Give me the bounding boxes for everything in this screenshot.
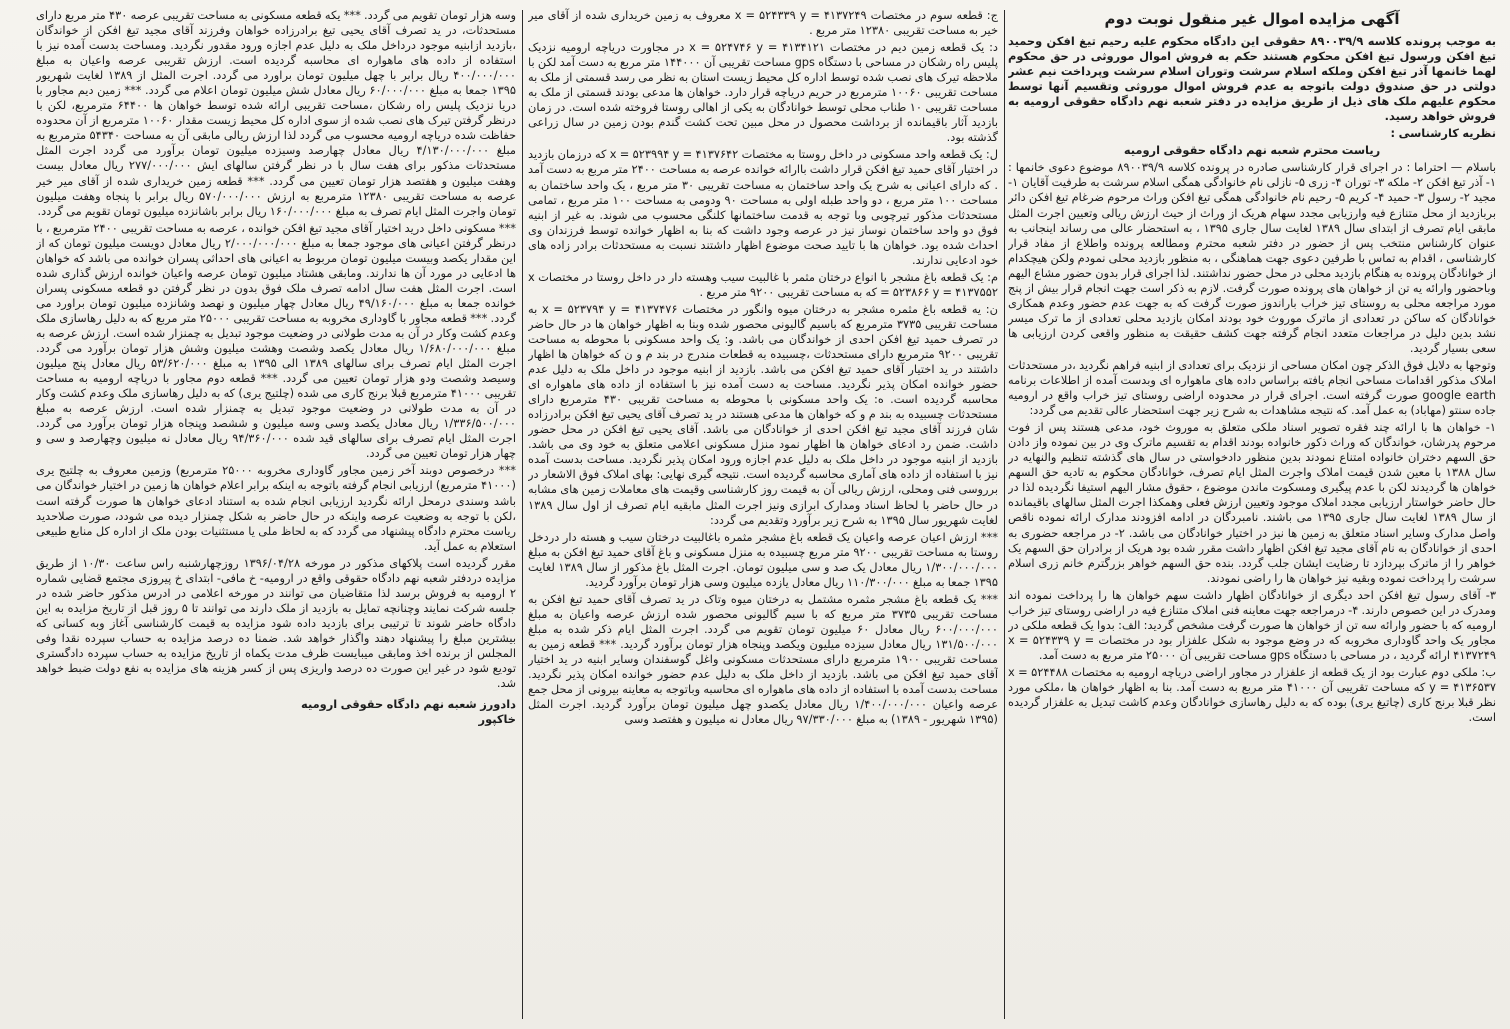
paragraph: ب: ملکی دوم عبارت بود از یک قطعه از علفزار در مجاور اراضی دریاچه ارومیه به مختصات x = ۵۲۴۴۸۸ y = ۴۱۳۶۵۳۷ که مساحت تقریبی آن ۴۱۰۰۰ متر مربع به دست آمد. بنا به اظهار خواهان ها ،ملکی مورد نظر قبلا برنج کاری (چاتیغ یری) بوده که به دلیل رهاسازی خوانادگان وعدم کاشت تبدیل به علفزار گردیده است.: [1008, 664, 1496, 725]
paragraph: د: یک قطعه زمین دیم در مختصات x = ۵۲۴۷۴۶ y = ۴۱۳۴۱۲۱ در مجاورت دریاچه ارومیه نزدیک پلیس راه رشکان در مساحی با دستگاه gps مساحت تقریبی آن ۱۴۴۰۰۰ متر مربع به دست آمد لکن با ملاحظه تیرک های نصب شده توسط اداره کل محیط زیست استان به نظر می رسد قسمتی از ملک به مساحت تقریبی ۱۰۰۶۰ مترمربع در حریم دریاچه قرار دارد. خواهان ها مدعی بودند قسمتی از ملک به مساحت تقریبی ۱۰ طناب محلی توسط خوانادگان به یکی از اهالی روستا فروخته شده است. در زمان بازدید آثار باقیمانده از برداشت محصول در محل مبین تحت کشت گندم بودن زمین در سال زراعی گذشته بود.: [528, 40, 998, 145]
paragraph: م: یک قطعه باغ مشجر با انواع درختان مثمر با غالبیت سیب وهسته دار در داخل روستا در مختصات x = ۵۲۳۸۶۶ y = ۴۱۳۷۵۵۲ که به مساحت تقریبی ۹۲۰۰ متر مربع .: [528, 269, 998, 299]
notice-title: آگهی مزایده اموال غیر منقول نوبت دوم: [1104, 10, 1400, 28]
paragraph: ۱- خواهان ها با ارائه چند فقره تصویر اسناد ملکی متعلق به موروث خود، مدعی هستند پس از فوت مرحوم پدرشان، خواندگان که وراث ذکور خانواده بودند اقدام به تقسیم ماترک وی در بین نموده واز دادن حق السهم دختران خانواده امتناع نمودند بدین منظور دادخواستی در سال های گذشته تنظیم والنهایه در سال ۱۳۸۸ با معین شدن قیمت املاک واجرت المثل ایام تصرف، خوانادگان محکوم به تادیه حق السهم خواهان ها گردیدند لکن با عدم پیگیری ومسکوت ماندن موضوع ، حقوق مشار الیهم استیفا نگردیده لذا در حال حاضر خواستار ارزیابی مجدد املاک موجود وتعیین ارزش فعلی وهمکذا اجرت المثل سالهای باقیمانده از سال ۱۳۸۹ لغایت سال جاری ۱۳۹۵ می باشند. نامبردگان در ادامه افزودند مدارک ارائه نموده ناقص واصل مدارک وسایر اسناد متعلق به زمین ها نیز در اختیار خوانادگان می باشد. ۲- در مراجعه حضوری به احدی از خوانادگان به نام آقای مجید تیغ افکن اظهار داشت مقرر شده بود هریک از برادران حق السهم یک خواهر را از ماترک بپردازد تا رضایت ایشان جلب گردد. بنده حق السهم خواهر بزرگترم خانم زری اسلام سرشت را پرداخت نموده وبقیه نیز خواهان ها را راضی نمودند.: [1008, 420, 1496, 585]
paragraph: ن: یه قطعه باغ مثمره مشجر به درختان میوه وانگور در مختصات x = ۵۲۳۷۹۴ y = ۴۱۳۷۴۷۶ به مساحت تقریبی ۳۷۳۵ مترمربع که باسیم گالیونی محصور شده وبنا به اظهار خواهان ها در حال حاضر در تصرف حمید تیغ افکن احدی از خواندگان می باشد. و: یک واحد مسکونی با محوطه به مساحت تقریبی ۹۲۰۰ مترمربع دارای مستحدثات ،چسبیده به قطعات مندرج در بند م و ن که خواهان ها اظهار داشتند در ید اختیار آقای حمید تیغ افکن می باشد. بازدید از ابنیه موجود در داخل ملک به دلیل عدم حضور خوانده امکان پذیر نگردید. مساحت به دست آمده نیز با استفاده از داده های ماهواره ای محاسبه گردیده است. ه: یک واحد مسکونی با محوطه به مساحت تقریبی ۴۳۰ مترمربع دارای مستحدثات چسبیده به بند م و که خواهان ها مدعی هستند در ید تصرف آقای یحیی تیغ افکن برادرزاده شان فرزند آقای مجید تیغ افکن احدی از خوانادگان می باشد. آقای یحیی تیغ افکن در محل حضور داشت. ضمن رد ادعای خواهان ها اظهار نمود منزل مسکونی اعلامی متعلق به خود وی می باشد. بازدید از ابنیه موجود در داخل ملک به دلیل عدم اجازه ورود امکان پذیر نگردید. مساحت بدست آمده نیز با استفاده از داده های آماری محاسبه گردیده است. نتیجه گیری نهایی: بهای املاک فوق الاشعار در برروسی فنی ومحلی، ارزش ریالی آن به قیمت روز کارشناسی وقیمت های معاملات زمین های مشابه در حال حاضر با لحاظ اسناد ومدارک ابرازی ونیز اجرت المثل مابقیه ایام تصرف از اول سال ۱۳۸۹ لغایت شهریور سال ۱۳۹۵ به شرح زیر برآورد وتقدیم می گردد:: [528, 301, 998, 527]
notice-intro: به موجب پرونده کلاسه ۸۹۰۰۳۹/۹ حقوقی این دادگاه محکوم علیه رحیم تیغ افکن وحمید تیغ افکن ورسول تیغ افکن محکوم هستند حکم به فروش اموال موروثی در حق محکوم لهما خانمها آذر تیغ افکن وملکه اسلام سرشت وتوران اسلام سرشت وپرداخت نیم عشر دولتی در حق صندوق دولت باتوجه به عدم فروش اموال موروثی وتقسیم آنها توسط محکوم علیهم ملک های ذیل از طریق مزایده در دفتر شعبه نهم دادگاه حقوقی ارومیه به فروش خواهد رسید.: [1008, 34, 1496, 124]
paragraph: *** ارزش اعیان عرصه واعیان یک قطعه باغ مشجر مثمره باغالبیت درختان سیب و هسته دار دردخل روستا به مساحت تقریبی ۹۲۰۰ متر مربع چسبیده به منزل مسکونی و باغ آقای حمید تیغ افکن به مبلغ ۱/۳۰۰/۰۰۰/۰۰۰ ریال معادل یک صد و سی میلیون تومان. اجرت المثل باغ مذکور از سال ۱۳۸۹ لغایت ۱۳۹۵ جمعا به مبلغ ۱۱۰/۳۰۰/۰۰۰ ریال معادل یازده میلیون وسی هزار تومان برآورد گردید.: [528, 529, 998, 589]
signature-block: [36, 697, 516, 727]
paragraph: مقرر گردیده است پلاکهای مذکور در مورخه ۱۳۹۶/۰۴/۲۸ روزچهارشنبه راس ساعت ۱۰/۳۰ از طریق مزایده دردفتر شعبه نهم دادگاه حقوقی واقع در ارومیه- خ مافی- ابتدای خ پیروزی مجتمع قضایی شماره ۲ ارومیه به فروش برسد لذا متقاضیان می توانند در مورخه اعلامی در ادرس مذکور حاضر شده در جلسه شرکت نمایند وچنانچه تمایل به بازدید از ملک دارند می توانند تا ۵ روز قبل از تاریخ مزایده به این دادگاه حاضر شوند تا ترتیبی برای بازدید داده شود مزایده به قیمت کارشناسی آغاز وبه کسانی که بیشترین مبلغ را پیشنهاد دهند واگذار خواهد شد. ضمنا ده درصد مزایده به حساب سپرده نقدا وفی المجلس از برنده اخذ ومابقی میبایست ظرف مدت یکماه از تاریخ مزایده به حساب سپرده دادگستری تودیع شود در غیر این صورت ده درصد واریزی پس از کسر هزینه های مزایده به نفع دولت ضبط خواهد شد.: [36, 555, 516, 691]
column-divider: [1004, 10, 1005, 1019]
column-divider: [522, 10, 523, 1019]
paragraph: وسه هزار تومان تقویم می گردد. *** یکه قطعه مسکونی به مساحت تقریبی عرصه ۴۳۰ متر مربع دارای مستحدثات، در ید تصرف آقای یحیی تیغ برادرزاده خواهان وفرزند آقای مجید تیغ افکن از خواندگان ،بازدید ازابنیه موجود درداخل ملک به دلیل عدم اجازه ورود مقدور نگردید. ومساحت بدست آمده نیز با استفاده از داده های ماهواره ای محاسبه گردیده است. ارزش تقریبی عرصه واعیان به مبلغ ۴۰۰/۰۰۰/۰۰۰ ریال برابر با چهل میلیون تومان براورد می گردد. اجرت المثل از ۱۳۸۹ لغایت شهریور ۱۳۹۵ جمعا به مبلغ ۶۰/۰۰۰/۰۰۰ ریال معادل شش میلیون تومان اعلام می گردد. *** زمین دیم مجاور با دریا نزدیک پلیس راه رشکان ،مساحت تقریبی ارائه شده توسط خواهان ها ۶۴۴۰۰ مترمربع، لکن با درنظر گرفتن تیرک های نصب شده از سوی اداره کل محیط زیست مقدار ۱۰۰۶۰ مترمربع از آن محدوده حفاظت شده دریاچه ارومیه محسوب می گردد لذا ارزش ریالی مابقی آن به مساحت ۵۴۳۴۰ مترمربع به مبلغ ۴/۱۳۰/۰۰۰/۰۰۰ ریال معادل چهارصد وسیزده میلیون تومان برآورد می گردد اجرت المثل مستحدثات مذکور برای هفت سال با در نظر گرفتن سالهای ایش ۲۷۷/۰۰۰/۰۰۰ ریال معادل بیست وهفت میلیون و هفتصد هزار تومان تعیین می گردد. *** قطعه زمین خریداری شده از آقای میر خیر عرصه به مساحت تقریبی ۱۲۳۸۰ مترمربع به ارزش ۵۷۰/۰۰۰/۰۰۰ ریال برابر با پنجاه وهفت میلیون تومان واجرت المثل ایام تصرف به مبلغ ۱۶۰/۰۰۰/۰۰۰ ریال برابر باشانزده میلیون تومان تقویم می گردد.: [36, 8, 516, 218]
paragraph: ج: قطعه سوم در مختصات x = ۵۲۴۳۳۹ y = ۴۱۳۷۲۴۹ معروف به زمین خریداری شده از آقای میر خیر به مساحت تقریبی ۱۲۳۸۰ متر مربع .: [528, 8, 998, 38]
signer-title: دادورز شعبه نهم دادگاه حقوقی ارومیه: [301, 697, 516, 712]
paragraph: ۳- آقای رسول تیغ افکن احد دیگری از خوانادگان اظهار داشت سهم خواهان ها را پرداخت نموده اند ومدرک در این خصوص دارند. ۴- درمراجعه جهت معاینه فنی املاک متنازع فیه در اراضی روستای تیز خراب ارومیه که با حضور وارائه سه تن از خواهان ها صورت گرفت مشخص گردید: الف: بدوا یک قطعه ملکی در مجاور یک واحد گاوداری مخروبه که در وضع موجود به شکل علفزار بود در مختصات x = ۵۲۴۳۳۹ y = ۴۱۳۷۲۴۹ ارائه گردید ، در مساحی با دستگاه gps مساحت تقریبی آن ۲۵۰۰۰ متر مربع به دست آمد.: [1008, 587, 1496, 662]
addressee-line: ریاست محترم شعبه نهم دادگاه حقوقی ارومیه: [1123, 143, 1381, 158]
paragraph: وتوجها به دلایل فوق الذکر چون امکان مساحی از نزدیک برای تعدادی از ابنیه فراهم نگردید ،در مستحدثات املاک مذکور اقدامات مساحی انجام یافته براساس داده های ماهواره ای وبدست آمده از اطلاعات برنامه google earth صورت گرفته است. اجرای قرار در محدوده اراضی روستای تیز خراب واقع در ارومیه جاده سنتو (مهاباد) به عمل آمد. که نتیجه مشاهدات به شرح زیر جهت استحضار عالی تقدیم می گردد:: [1008, 357, 1496, 418]
paragraph: ل: یک قطعه واحد مسکونی در داخل روستا به مختصات x = ۵۲۳۹۹۴ y = ۴۱۳۷۶۴۲ که درزمان بازدید در اختیار آقای حمید تیغ افکن قرار داشت باارائه خوانده عرصه به مساحت ۲۴۰۰ متر مربع به دست آمد . که دارای اعیانی به شرح یک واحد ساختمان به مساحت تقریبی ۳۰ متر مربع ، یک واحد ساختمان به مساحت ۱۰۰ متر مربع ، دو واحد طبله اولی به مساحت ۹۰ ودومی به مساحت ۱۰۰ متر مربع ، تمامی مستحدثات مذکور تیرچوبی وبا توجه به قدمت ساختمانها کلنگی محسوب می شوند. به غیر از ابنیه فوق دو واحد ساختمان نوساز نیز در عرصه وجود داشت که بنا به اظهار خوانده توسط فرزندان وی احداث شده بود. خواهان ها با تایید صحت موضوع اظهار داشتند نسبت به مستحدثات برادر زاده های خود ادعایی ندارند.: [528, 147, 998, 267]
notice-column-3: [36, 8, 516, 1021]
notice-column-1: [1008, 8, 1496, 1021]
paragraph: *** مسکونی داخل درید اختیار آقای مجید تیغ افکن خوانده ، عرصه به مساحت تقریبی ۲۴۰۰ مترمربع ، با درنظر گرفتن اعیانی های موجود جمعا به مبلغ ۲/۰۰۰/۰۰۰/۰۰۰ ریال معادل دویست میلیون تومان که از این مقدار یکصد وبیست میلیون تومان مربوط به اعیانی های احداثی پسران خوانده می باشد که خواهان ها ادعایی در مورد آن ها ندارند. ومابقی هشتاد میلیون تومان عرصه واعیان خوانده ارزش گذاری شده است. اجرت المثل هفت سال ادامه تصرف ملک فوق بدون در نظر گرفتن دو قطعه مسکونی پسران خوانده جمعا به مبلغ ۴۹/۱۶۰/۰۰۰ ریال معادل چهار میلیون و نهصد وشانزده میلیون تومان براورد می گردد. *** قطعه مجاور با گاوداری مخروبه به مساحت تقریبی ۲۵۰۰۰ متر مربع که به دلیل رهاسازی ملک وعدم کشت وکار در آن به مدت طولانی در وضعیت موجود تبدیل به چمنزار شده است. ارزش عرصه به مبلغ ۱/۶۸۰/۰۰۰/۰۰۰ ریال معادل یکصد وشصت وهشت میلیون وشش هزار تومان برآورد می گردد. اجرت المثل ایام تصرف برای سالهای ۱۳۸۹ الی ۱۳۹۵ به مبلغ ۵۳/۶۲۰/۰۰۰ ریال معادل پنج میلیون وسیصد وشصت ودو هزار تومان تعیین می گردد. *** قطعه دوم مجاور با دریاچه ارومیه به مساحت تقریبی ۴۱۰۰۰ مترمربع قبلا برنج کاری می شده (چلتیج یری) که به دلیل رهاسازی ملک وعدم کشت وکار در آن به مدت طولانی در وضعیت موجود تبدیل به چمنزار شده است. ارزش عرصه به مبلغ ۱/۳۳۶/۵۰۰/۰۰۰ ریال معادل یکصد وسی وسه میلیون و ششصد وپنجاه هزار تومان برآورد می گردد. اجرت المثل ایام تصرف برای سالهای قید شده ۹۴/۳۶۰/۰۰۰ ریال معادل نه میلیون وچهارصد و سی و چهار هزار تومان تعیین می گردد.: [36, 220, 516, 461]
paragraph: *** درخصوص دوبند آخر زمین مجاور گاوداری مخروبه ۲۵۰۰۰ مترمربع) وزمین معروف به چلتیج یری (۴۱۰۰۰ مترمربع) ارزیابی انجام گرفته باتوجه به اینکه برابر اعلام خواهان ها زمین در اختیار خواندگان می باشد وسندی درمحل ارائه نگردید ارزیابی انجام شده به استناد ادعای خواهان ها صورت گرفته است ،لکن با توجه به وضعیت عرصه واینکه در حال حاضر به شکل چمنزار دیده می شودد، صورت صلاحدید ریاست محترم دادگاه پیشنهاد می گردد که به لحاظ ملی یا مستثنیات بودن ملک از اداره کل منابع طبیعی استعلام به عمل آید.: [36, 463, 516, 553]
paragraph: *** یک قطعه باغ مشجر مثمره مشتمل به درختان میوه وتاک در ید تصرف آقای حمید تیغ افکن به مساحت تقریبی ۳۷۳۵ متر مربع که با سیم گالیونی محصور شده ارزش عرصه واعیان به مبلغ ۶۰۰/۰۰۰/۰۰۰ ریال معادل ۶۰ میلیون تومان تقویم می گردد. اجرت المثل ایام ذکر شده به مبلغ ۱۳۱/۵۰۰/۰۰۰ ریال معادل سیزده میلیون ویکصد وپنجاه هزار تومان برآورد گردید. *** قطعه زمین به مساحت تقریبی ۱۹۰۰ مترمربع دارای مستحدثات مسکونی واغل گوسفندان وسایر ابنیه در ید اختیار آقای حمید تیغ افکن می باشد. بازدید از داخل ملک به دلیل عدم حضور خوانده امکان پذیر نگردید. مساحت بدست آمده با استفاده از داده های ماهواره ای محاسبه وباتوجه به معاینه بیرونی از محل جمع عرصه واعیان ۱/۴۰۰/۰۰۰/۰۰۰ ریال معادل یکصدو چهل میلیون تومان برآورد گردید. اجرت المثل (۱۳۹۵ شهریور - ۱۳۸۹) به مبلغ ۹۷/۳۳۰/۰۰۰ ریال معادل نه میلیون و هفتصد وسی: [528, 591, 998, 727]
expert-opinion-heading: نظریه کارشناسی :: [1390, 126, 1496, 141]
signer-name: خاکپور: [478, 712, 516, 727]
notice-column-2: [528, 8, 998, 1021]
paragraph: باسلام — احتراما : در اجرای قرار کارشناسی صادره در پرونده کلاسه ۸۹۰۰۳۹/۹ موضوع دعوی خانمها : ۱- آذر تیغ افکن ۲- ملکه ۳- توران ۴- زری ۵- نازلی نام خانوادگی همگی اسلام سرشت به طرفیت آقایان ۱- مجید ۲- رسول ۳- حمید ۴- کریم ۵- رحیم نام خانوادگی همگی تیغ افکن وراث مرحوم ضرغام تیغ افکن دائر بربازدید از محل متنازع فیه وارزیابی مجدد سهام هریک از وراث از حیث ارزش ریالی وتعیین اجرت المثل مابقی ایام تصرف از ابتدای سال ۱۳۸۹ لغایت سال جاری ۱۳۹۵ ، به استحضار عالی می رساند اینجانب به عنوان کارشناس منتخب پس از حضور در دفتر شعبه محترم ومطالعه پرونده واطلاع از مفاد قرار کارشناسی ، اقدام به تماس با طرفین دعوی جهت هماهنگی ، به منظور بازدید محلی نمودم ولکن هیچکدام از خوانادگان پرونده به هنگام بازدید محلی در محل حضور نداشتند. لذا اجرای قرار بدون حضور مشاع الیهم وباحضور وارائه یه تن از خواهان های پرونده صورت گرفت. لازم به ذکر است جهت انجام قرار بیش از پنج مورد مراجعه محلی به روستای تیز خراب باراندوز صورت گرفت که به جهت عدم حضور وعدم همکاری خوانادگان که ساکن در تعدادی از ماترک موروث خود بودند امکان بازدید محلی تعدادی از ما ترک میسر نشد بدین دلیل در مراجعات متعدد انجام گرفته جهت کشف حقیقت به منظور واقعی کردن ارزیابی ها سعی بسیار گردید.: [1008, 160, 1496, 355]
